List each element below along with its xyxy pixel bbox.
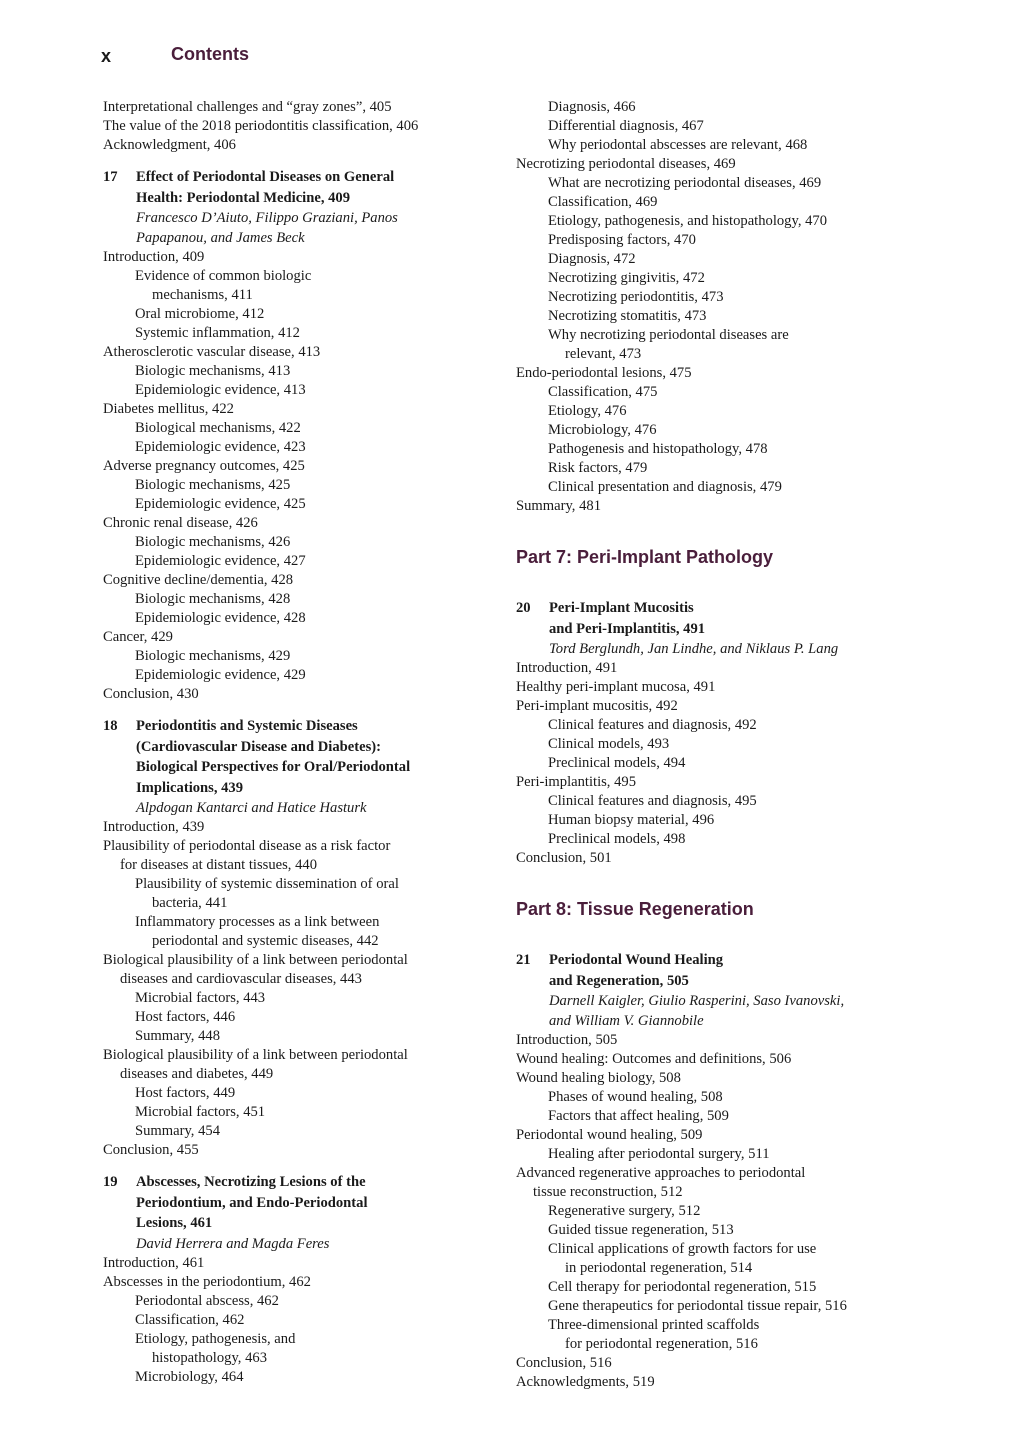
chapter-title-line[interactable] xyxy=(516,950,916,971)
chapter-title[interactable]: and Peri-Implantitis, 491 xyxy=(549,620,706,637)
toc-entry[interactable]: Conclusion, 516 xyxy=(516,1355,612,1371)
toc-right-column xyxy=(516,98,916,1392)
toc-entry[interactable]: Microbial factors, 443 xyxy=(135,990,266,1006)
toc-entry[interactable]: Diabetes mellitus, 422 xyxy=(103,401,234,417)
toc-entry[interactable]: Biologic mechanisms, 426 xyxy=(135,534,291,550)
toc-entry[interactable]: Classification, 462 xyxy=(135,1311,245,1328)
toc-entry[interactable]: Pathogenesis and histopathology, 478 xyxy=(548,441,768,457)
toc-entry[interactable]: Introduction, 491 xyxy=(516,660,618,676)
spacer xyxy=(516,568,916,598)
chapter-authors: Papapanou, and James Beck xyxy=(136,230,305,246)
spacer xyxy=(516,868,916,898)
toc-entry[interactable]: Biologic mechanisms, 428 xyxy=(135,591,291,607)
toc-entry[interactable]: Host factors, 449 xyxy=(135,1085,236,1101)
toc-entry[interactable]: Plausibility of periodontal disease as a risk factor xyxy=(103,838,391,854)
toc-entry[interactable]: Clinical features and diagnosis, 495 xyxy=(548,793,757,809)
toc-entry[interactable]: Healthy peri-implant mucosa, 491 xyxy=(516,679,716,695)
toc-entry[interactable]: Preclinical models, 494 xyxy=(548,755,686,771)
toc-entry[interactable]: Periodontal wound healing, 509 xyxy=(516,1127,703,1143)
toc-entry[interactable]: Peri-implantitis, 495 xyxy=(516,774,636,790)
toc-entry[interactable]: Risk factors, 479 xyxy=(548,460,648,476)
chapter-title-line[interactable] xyxy=(516,619,916,640)
toc-entry[interactable]: Etiology, pathogenesis, and histopathology, 470 xyxy=(548,213,828,229)
toc-entry[interactable]: Clinical models, 493 xyxy=(548,736,670,752)
toc-entry[interactable]: Summary, 454 xyxy=(135,1123,220,1139)
toc-entry[interactable]: Wound healing: Outcomes and definitions, 506 xyxy=(516,1051,792,1067)
chapter-authors: Francesco D’Aiuto, Filippo Graziani, Panos xyxy=(136,210,398,226)
toc-entry[interactable]: Microbiology, 464 xyxy=(135,1368,244,1385)
chapter-authors: David Herrera and Magda Feres xyxy=(136,1235,330,1252)
toc-entry[interactable]: Summary, 448 xyxy=(135,1028,220,1044)
toc-entry[interactable]: Gene therapeutics for periodontal tissue repair, 516 xyxy=(548,1298,847,1314)
toc-entry[interactable]: Epidemiologic evidence, 425 xyxy=(135,496,306,512)
chapter-title-line[interactable] xyxy=(103,1172,503,1193)
toc-entry[interactable]: Biological mechanisms, 422 xyxy=(135,420,301,436)
toc-entry[interactable]: Phases of wound healing, 508 xyxy=(548,1089,723,1105)
chapter-title[interactable]: Health: Periodontal Medicine, 409 xyxy=(136,189,351,206)
toc-entry[interactable]: Peri-implant mucositis, 492 xyxy=(516,698,678,714)
toc-entry[interactable]: Adverse pregnancy outcomes, 425 xyxy=(103,458,305,474)
chapter-number: 21 xyxy=(516,952,531,968)
toc-entry[interactable]: Epidemiologic evidence, 428 xyxy=(135,610,306,626)
toc-entry[interactable]: Preclinical models, 498 xyxy=(548,831,686,847)
toc-entry[interactable]: Conclusion, 501 xyxy=(516,850,612,866)
part-heading: Part 8: Tissue Regeneration xyxy=(516,899,754,919)
toc-entry[interactable]: Epidemiologic evidence, 429 xyxy=(135,667,306,683)
toc-entry[interactable]: Etiology, pathogenesis, and xyxy=(135,1330,296,1347)
toc-entry[interactable]: Plausibility of systemic dissemination of oral xyxy=(135,876,399,892)
toc-entry[interactable]: Why periodontal abscesses are relevant, 468 xyxy=(548,137,808,153)
chapter-title[interactable]: (Cardiovascular Disease and Diabetes): xyxy=(136,738,381,755)
chapter-title-line[interactable] xyxy=(103,737,503,758)
toc-entry[interactable]: Classification, 469 xyxy=(548,194,658,210)
chapter-title[interactable]: Effect of Periodontal Diseases on General xyxy=(136,169,395,185)
toc-entry[interactable]: Acknowledgments, 519 xyxy=(516,1374,655,1390)
toc-entry[interactable]: Human biopsy material, 496 xyxy=(548,812,715,828)
chapter-title[interactable]: Periodontal Wound Healing xyxy=(549,952,724,968)
toc-entry[interactable]: Why necrotizing periodontal diseases are xyxy=(548,327,789,343)
chapter-entry[interactable] xyxy=(103,167,503,248)
toc-entry[interactable]: Three-dimensional printed scaffolds xyxy=(548,1317,760,1333)
toc-entry[interactable]: Epidemiologic evidence, 427 xyxy=(135,553,306,569)
toc-entry[interactable]: in periodontal regeneration, 514 xyxy=(565,1260,753,1276)
toc-entry[interactable]: Factors that affect healing, 509 xyxy=(548,1108,729,1124)
toc-entry[interactable]: Diagnosis, 466 xyxy=(548,99,636,115)
chapter-number: 19 xyxy=(103,1174,118,1190)
toc-entry[interactable]: Atherosclerotic vascular disease, 413 xyxy=(103,344,321,360)
toc-entry[interactable]: Introduction, 505 xyxy=(516,1032,618,1048)
toc-entry[interactable]: Microbiology, 476 xyxy=(548,422,657,438)
toc-entry[interactable]: Epidemiologic evidence, 413 xyxy=(135,382,306,398)
toc-entry[interactable]: Clinical presentation and diagnosis, 479 xyxy=(548,479,782,495)
toc-entry[interactable]: Necrotizing gingivitis, 472 xyxy=(548,270,705,286)
part-heading: Part 7: Peri-Implant Pathology xyxy=(516,547,774,567)
toc-entry[interactable]: for periodontal regeneration, 516 xyxy=(565,1336,758,1352)
chapter-title[interactable]: Implications, 439 xyxy=(136,779,244,796)
chapter-title-line[interactable] xyxy=(103,188,503,209)
toc-entry[interactable]: histopathology, 463 xyxy=(152,1349,267,1366)
chapter-entry[interactable] xyxy=(516,598,916,659)
chapter-title-line[interactable] xyxy=(516,971,916,992)
toc-entry[interactable]: Conclusion, 430 xyxy=(103,686,199,702)
toc-entry[interactable]: What are necrotizing periodontal diseases, 469 xyxy=(548,175,822,191)
toc-entry[interactable]: Chronic renal disease, 426 xyxy=(103,515,258,531)
toc-entry[interactable]: Differential diagnosis, 467 xyxy=(548,118,704,134)
chapter-title-line[interactable] xyxy=(103,167,503,188)
chapter-entry[interactable] xyxy=(516,950,916,1031)
toc-entry[interactable]: Host factors, 446 xyxy=(135,1009,236,1025)
toc-entry[interactable]: Interpretational challenges and “gray zones”, 405 xyxy=(103,99,392,115)
chapter-authors: Tord Berglundh, Jan Lindhe, and Niklaus P. Lang xyxy=(549,641,839,657)
toc-entry[interactable]: Evidence of common biologic xyxy=(135,268,312,284)
toc-entry[interactable]: relevant, 473 xyxy=(565,346,642,362)
toc-entry[interactable]: Biological plausibility of a link between periodontal xyxy=(103,1047,408,1063)
toc-entry[interactable]: Abscesses in the periodontium, 462 xyxy=(103,1273,311,1290)
chapter-number: 17 xyxy=(103,169,118,185)
toc-entry[interactable]: Guided tissue regeneration, 513 xyxy=(548,1222,734,1238)
chapter-authors: Darnell Kaigler, Giulio Rasperini, Saso Ivanovski, xyxy=(549,993,845,1009)
toc-entry[interactable]: Healing after periodontal surgery, 511 xyxy=(548,1146,770,1162)
spacer xyxy=(516,516,916,546)
toc-entry[interactable]: Clinical features and diagnosis, 492 xyxy=(548,717,757,733)
spacer xyxy=(516,920,916,950)
toc-entry[interactable]: tissue reconstruction, 512 xyxy=(533,1184,683,1200)
chapter-title[interactable]: Lesions, 461 xyxy=(136,1215,213,1231)
toc-entry[interactable]: Inflammatory processes as a link between xyxy=(135,914,380,930)
toc-entry[interactable]: Epidemiologic evidence, 423 xyxy=(135,439,306,455)
page-number: x xyxy=(101,46,112,66)
chapter-title[interactable]: Peri-Implant Mucositis xyxy=(549,600,694,616)
page-title: Contents xyxy=(171,44,249,64)
toc-entry[interactable]: Wound healing biology, 508 xyxy=(516,1070,681,1086)
chapter-title[interactable]: Biological Perspectives for Oral/Periodontal xyxy=(136,759,411,775)
toc-entry[interactable]: diseases and diabetes, 449 xyxy=(120,1066,274,1082)
chapter-authors: Alpdogan Kantarci and Hatice Hasturk xyxy=(136,800,367,816)
chapter-number: 20 xyxy=(516,600,531,616)
toc-entry[interactable]: Necrotizing periodontitis, 473 xyxy=(548,289,724,305)
toc-entry[interactable]: Classification, 475 xyxy=(548,384,658,400)
chapter-title-line[interactable] xyxy=(103,778,503,799)
chapter-title-line[interactable] xyxy=(516,598,916,619)
toc-entry[interactable]: Summary, 481 xyxy=(516,498,601,514)
toc-entry[interactable]: Conclusion, 455 xyxy=(103,1142,199,1158)
chapter-number: 18 xyxy=(103,718,118,734)
toc-entry[interactable]: Clinical applications of growth factors for use xyxy=(548,1241,817,1257)
toc-entry[interactable]: Acknowledgment, 406 xyxy=(103,137,236,153)
toc-entry[interactable]: Introduction, 409 xyxy=(103,249,205,265)
toc-entry[interactable]: Predisposing factors, 470 xyxy=(548,232,696,248)
toc-entry[interactable]: periodontal and systemic diseases, 442 xyxy=(152,933,379,949)
toc-entry[interactable]: Oral microbiome, 412 xyxy=(135,306,265,322)
chapter-title[interactable]: and Regeneration, 505 xyxy=(549,972,689,989)
toc-entry[interactable]: Regenerative surgery, 512 xyxy=(548,1203,701,1219)
chapter-title[interactable]: Periodontitis and Systemic Diseases xyxy=(136,718,358,734)
chapter-entry[interactable] xyxy=(103,1172,503,1254)
toc-entry[interactable]: Introduction, 461 xyxy=(103,1254,205,1271)
chapter-title-line[interactable] xyxy=(103,757,503,778)
chapter-authors: and William V. Giannobile xyxy=(549,1013,704,1029)
toc-left-column xyxy=(103,98,503,1387)
toc-entry[interactable]: Periodontal abscess, 462 xyxy=(135,1292,279,1309)
toc-entry[interactable]: Biologic mechanisms, 413 xyxy=(135,363,291,379)
toc-entry[interactable]: Biologic mechanisms, 425 xyxy=(135,477,291,493)
chapter-title[interactable]: Periodontium, and Endo-Periodontal xyxy=(136,1194,368,1211)
spacer xyxy=(103,155,503,167)
toc-entry[interactable]: The value of the 2018 periodontitis classification, 406 xyxy=(103,118,419,134)
spacer xyxy=(103,704,503,716)
toc-entry[interactable]: Advanced regenerative approaches to periodontal xyxy=(516,1165,806,1181)
chapter-title-line[interactable] xyxy=(103,716,503,737)
toc-entry[interactable]: Necrotizing stomatitis, 473 xyxy=(548,308,707,324)
toc-entry[interactable]: mechanisms, 411 xyxy=(152,287,253,303)
spacer xyxy=(103,1160,503,1172)
chapter-entry[interactable] xyxy=(103,716,503,818)
toc-entry[interactable]: Diagnosis, 472 xyxy=(548,251,636,267)
chapter-title[interactable]: Abscesses, Necrotizing Lesions of the xyxy=(136,1174,366,1190)
toc-entry[interactable]: for diseases at distant tissues, 440 xyxy=(120,857,317,873)
toc-entry[interactable]: bacteria, 441 xyxy=(152,895,228,911)
toc-entry[interactable]: Biologic mechanisms, 429 xyxy=(135,648,291,664)
toc-entry[interactable]: Etiology, 476 xyxy=(548,403,627,419)
toc-entry[interactable]: Systemic inflammation, 412 xyxy=(135,325,300,341)
toc-entry[interactable]: Endo-periodontal lesions, 475 xyxy=(516,365,692,381)
chapter-title-line[interactable] xyxy=(103,1193,503,1214)
toc-entry[interactable]: Microbial factors, 451 xyxy=(135,1104,266,1120)
toc-entry[interactable]: Biological plausibility of a link between periodontal xyxy=(103,952,408,968)
toc-entry[interactable]: Cell therapy for periodontal regeneration, 515 xyxy=(548,1279,817,1295)
toc-entry[interactable]: diseases and cardiovascular diseases, 443 xyxy=(120,971,362,987)
toc-entry[interactable]: Necrotizing periodontal diseases, 469 xyxy=(516,156,736,172)
toc-entry[interactable]: Cancer, 429 xyxy=(103,629,173,645)
toc-entry[interactable]: Cognitive decline/dementia, 428 xyxy=(103,572,294,588)
toc-entry[interactable]: Introduction, 439 xyxy=(103,819,205,835)
chapter-title-line[interactable] xyxy=(103,1213,503,1234)
